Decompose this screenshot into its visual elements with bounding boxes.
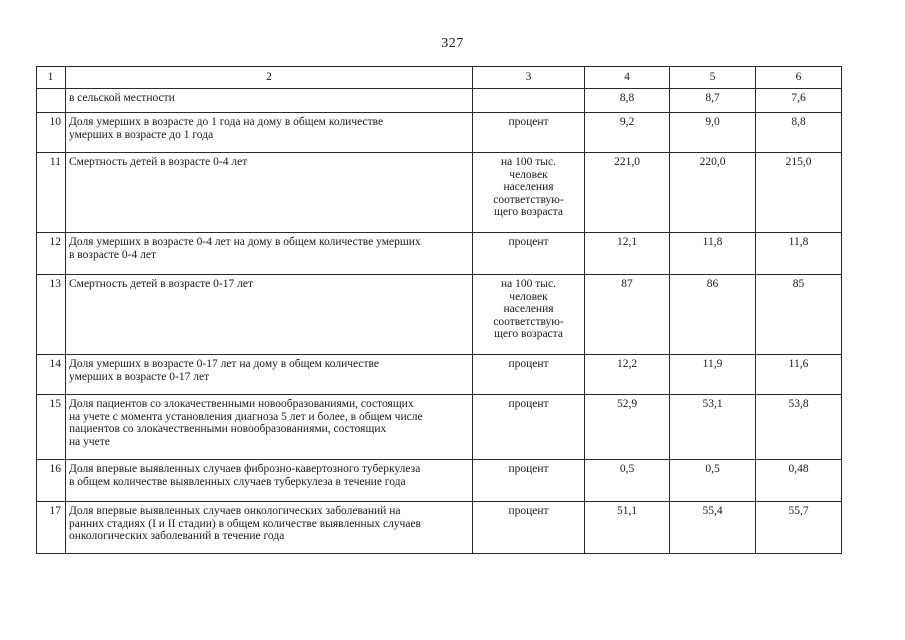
value-col-5: 11,8 <box>670 233 756 275</box>
table-row <box>37 355 842 395</box>
value-col-6: 55,7 <box>756 502 842 554</box>
header-col-5: 5 <box>670 67 756 89</box>
row-number: 12 <box>37 233 66 275</box>
value-col-4: 12,1 <box>585 233 670 275</box>
indicators-table <box>36 66 842 554</box>
indicator-name: в сельской местности <box>66 89 473 113</box>
indicator-name: Смертность детей в возрасте 0-17 лет <box>66 275 473 355</box>
row-number: 11 <box>37 153 66 233</box>
indicator-name: Доля пациентов со злокачественными новообразованиями, состоящих на учете с момента установления диагноза 5 лет и более, в общем числе пациентов со злокачественными новообразованиями, состоящих на учете <box>66 395 473 460</box>
table-row <box>37 460 842 502</box>
unit: на 100 тыс. человек населения соответствую- щего возраста <box>473 153 585 233</box>
value-col-5: 86 <box>670 275 756 355</box>
value-col-6: 215,0 <box>756 153 842 233</box>
unit: процент <box>473 233 585 275</box>
value-col-6: 85 <box>756 275 842 355</box>
value-col-5: 11,9 <box>670 355 756 395</box>
row-number: 14 <box>37 355 66 395</box>
value-col-4: 52,9 <box>585 395 670 460</box>
indicator-name: Доля умерших в возрасте 0-17 лет на дому в общем количестве умерших в возрасте 0-17 лет <box>66 355 473 395</box>
value-col-6: 11,6 <box>756 355 842 395</box>
page-number: 327 <box>441 36 464 51</box>
value-col-5: 53,1 <box>670 395 756 460</box>
value-col-5: 0,5 <box>670 460 756 502</box>
header-col-3: 3 <box>473 67 585 89</box>
value-col-6: 8,8 <box>756 113 842 153</box>
header-col-2: 2 <box>66 67 473 89</box>
value-col-4: 9,2 <box>585 113 670 153</box>
value-col-6: 53,8 <box>756 395 842 460</box>
value-col-4: 0,5 <box>585 460 670 502</box>
unit <box>473 89 585 113</box>
value-col-6: 7,6 <box>756 89 842 113</box>
table-row <box>37 502 842 554</box>
unit: процент <box>473 355 585 395</box>
table-row <box>37 89 842 113</box>
unit: процент <box>473 395 585 460</box>
indicator-name: Доля умерших в возрасте 0-4 лет на дому в общем количестве умерших в возрасте 0-4 лет <box>66 233 473 275</box>
value-col-6: 11,8 <box>756 233 842 275</box>
unit: процент <box>473 502 585 554</box>
header-col-1: 1 <box>37 67 66 89</box>
value-col-5: 220,0 <box>670 153 756 233</box>
table-row <box>37 233 842 275</box>
table-row <box>37 275 842 355</box>
row-number: 17 <box>37 502 66 554</box>
unit: процент <box>473 460 585 502</box>
table-row <box>37 395 842 460</box>
indicator-name: Доля впервые выявленных случаев онкологических заболеваний на ранних стадиях (I и II стадии) в общем количестве выявленных случаев онкологических заболеваний в течение года <box>66 502 473 554</box>
table-header-row <box>37 67 842 89</box>
value-col-5: 55,4 <box>670 502 756 554</box>
value-col-6: 0,48 <box>756 460 842 502</box>
row-number: 15 <box>37 395 66 460</box>
header-col-6: 6 <box>756 67 842 89</box>
unit: процент <box>473 113 585 153</box>
value-col-4: 8,8 <box>585 89 670 113</box>
row-number: 10 <box>37 113 66 153</box>
value-col-4: 221,0 <box>585 153 670 233</box>
indicator-name: Доля умерших в возрасте до 1 года на дому в общем количестве умерших в возрасте до 1 года <box>66 113 473 153</box>
value-col-4: 12,2 <box>585 355 670 395</box>
row-number: 16 <box>37 460 66 502</box>
indicator-name: Доля впервые выявленных случаев фиброзно-кавертозного туберкулеза в общем количестве выявленных случаев туберкулеза в течение года <box>66 460 473 502</box>
indicator-name: Смертность детей в возрасте 0-4 лет <box>66 153 473 233</box>
table-row <box>37 153 842 233</box>
value-col-5: 9,0 <box>670 113 756 153</box>
header-col-4: 4 <box>585 67 670 89</box>
row-number: 13 <box>37 275 66 355</box>
table-row <box>37 113 842 153</box>
value-col-4: 51,1 <box>585 502 670 554</box>
value-col-4: 87 <box>585 275 670 355</box>
row-number <box>37 89 66 113</box>
unit: на 100 тыс. человек населения соответствую- щего возраста <box>473 275 585 355</box>
value-col-5: 8,7 <box>670 89 756 113</box>
